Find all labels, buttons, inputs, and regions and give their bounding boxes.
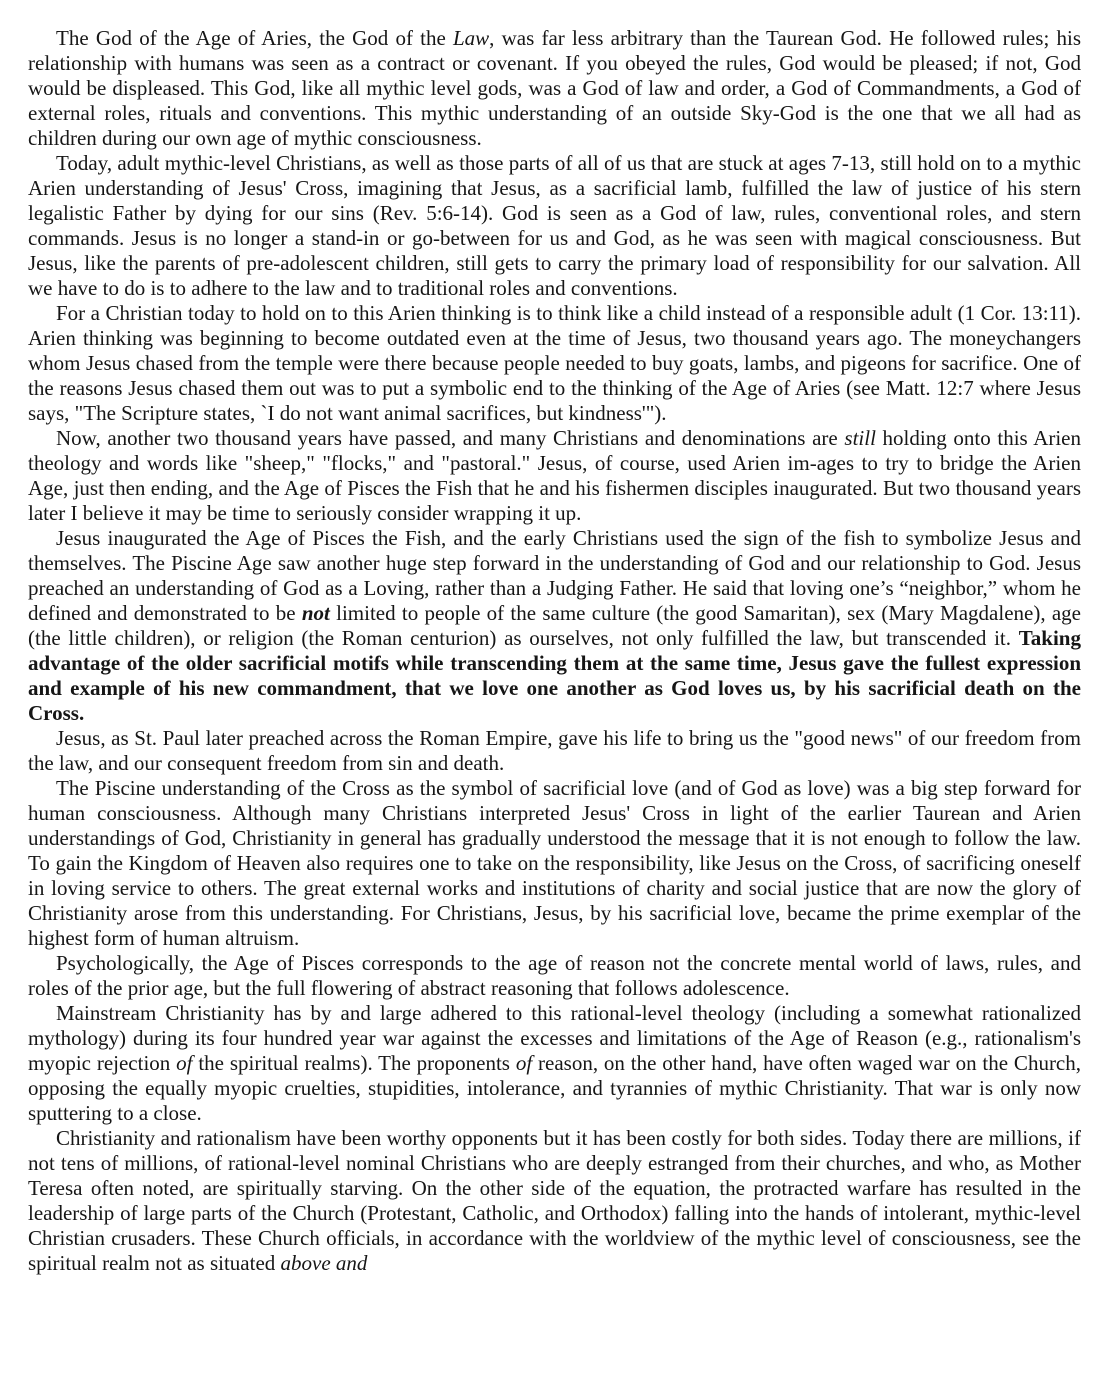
paragraph-1: [28, 26, 1081, 151]
paragraph-8: [28, 951, 1081, 1001]
text-run: the spiritual realms). The proponents: [192, 1051, 516, 1075]
document-body: [28, 26, 1081, 1276]
text-run: not: [301, 601, 330, 625]
paragraph-5: [28, 526, 1081, 726]
text-run: The God of the Age of Aries, the God of the: [56, 26, 453, 50]
text-run: For a Christian today to hold on to this Arien thinking is to think like a child instead of a responsible adult (1 Cor. 13:11). Arien thinking was beginning to become outdated even at the time of Jesus, two thousand years ago. The moneychangers whom Jesus chased from the temple were there because people needed to buy goats, lambs, and pigeons for sacrifice. One of the reasons Jesus chased them out was to put a symbolic end to the thinking of the Age of Aries (see Matt. 12:7 where Jesus says, "The Scripture states, `I do not want animal sacrifices, but kindness'").: [28, 301, 1081, 425]
text-run: above and: [280, 1251, 368, 1275]
text-run: Taking advantage of the older sacrificial motifs while transcending them at the same time, Jesus gave the fullest expression and example of his new commandment, that we love one another as God loves us, by his sacrificial death on the Cross.: [28, 626, 1081, 725]
paragraph-2: [28, 151, 1081, 301]
text-run: reason, on the other hand, have often waged war on the Church, opposing the equally myopic cruelties, stupidities, intolerance, and tyrannies of mythic Christianity. That war is only now sputtering to a close.: [28, 1051, 1082, 1125]
text-run: Psychologically, the Age of Pisces corresponds to the age of reason not the concrete mental world of laws, rules, and roles of the prior age, but the full flowering of abstract reasoning that follows adolescence.: [28, 951, 1081, 1000]
paragraph-4: [28, 426, 1081, 526]
text-run: , was far less arbitrary than the Taurean God. He followed rules; his relationship with humans was seen as a contract or covenant. If you obeyed the rules, God would be pleased; if not, God would be displeased. This God, like all mythic level gods, was a God of law and order, a God of Commandments, a God of external roles, rituals and conventions. This mythic understanding of an outside Sky-God is the one that we all had as children during our own age of mythic consciousness.: [28, 26, 1081, 150]
paragraph-3: [28, 301, 1081, 426]
paragraph-9: [28, 1001, 1081, 1126]
text-run: Jesus, as St. Paul later preached across the Roman Empire, gave his life to bring us the "good news" of our freedom from the law, and our consequent freedom from sin and death.: [28, 726, 1081, 775]
paragraph-10: [28, 1126, 1081, 1276]
text-run: Today, adult mythic-level Christians, as well as those parts of all of us that are stuck at ages 7-13, still hold on to a mythic Arien understanding of Jesus' Cross, imagining that Jesus, as a sacrificial lamb, fulfilled the law of justice of his stern legalistic Father by dying for our sins (Rev. 5:6-14). God is seen as a God of law, rules, conventional roles, and stern commands. Jesus is no longer a stand-in or go-between for us and God, as he was seen with magical consciousness. But Jesus, like the parents of pre-adolescent children, still gets to carry the primary load of responsibility for our salvation. All we have to do is to adhere to the law and to traditional roles and conventions.: [28, 151, 1081, 300]
text-run: Law: [452, 26, 490, 50]
text-run: Mainstream Christianity has by and large adhered to this rational-level theology (including a somewhat rationalized mythology) during its four hundred year war against the excesses and limitations of the Age of Reason (e.g., rationalism's myopic rejection: [28, 1001, 1081, 1075]
text-run: Christianity and rationalism have been worthy opponents but it has been costly for both sides. Today there are millions, if not tens of millions, of rational-level nominal Christians who are deeply estranged from their churches, and who, as Mother Teresa often noted, are spiritually starving. On the other side of the equation, the protracted warfare has resulted in the leadership of large parts of the Church (Protestant, Catholic, and Orthodox) falling into the hands of intolerant, mythic-level Christian crusaders. These Church officials, in accordance with the worldview of the mythic level of consciousness, see the spiritual realm not as situated: [28, 1126, 1081, 1275]
text-run: The Piscine understanding of the Cross as the symbol of sacrificial love (and of God as love) was a big step forward for human consciousness. Although many Christians interpreted Jesus' Cross in light of the earlier Taurean and Arien understandings of God, Christianity in general has gradually understood the message that it is not enough to follow the law. To gain the Kingdom of Heaven also requires one to take on the responsibility, like Jesus on the Cross, of sacrificing oneself in loving service to others. The great external works and institutions of charity and social justice that are now the glory of Christianity arose from this understanding. For Christians, Jesus, by his sacrificial love, became the prime exemplar of the highest form of human altruism.: [28, 776, 1081, 950]
text-run: of: [515, 1051, 533, 1075]
paragraph-6: [28, 726, 1081, 776]
text-run: holding onto this Arien theology and words like "sheep," "flocks," and "pastoral." Jesus, of course, used Arien im-ages to try to bridge the Arien Age, just then ending, and the Age of Pisces the Fish that he and his fishermen disciples inaugurated. But two thousand years later I believe it may be time to seriously consider wrapping it up.: [28, 426, 1082, 525]
paragraph-7: [28, 776, 1081, 951]
text-run: of: [176, 1051, 193, 1075]
text-run: Jesus inaugurated the Age of Pisces the Fish, and the early Christians used the sign of the fish to symbolize Jesus and themselves. The Piscine Age saw another huge step forward in the understanding of God and our relationship to God. Jesus preached an understanding of God as a Loving, rather than a Judging Father. He said that loving one’s “neighbor,” whom he defined and demonstrated to be: [28, 526, 1081, 625]
text-run: limited to people of the same culture (the good Samaritan), sex (Mary Magdalene), age (the little children), or religion (the Roman centurion) as ourselves, not only fulfilled the law, but transcended it.: [28, 601, 1081, 650]
text-run: still: [844, 426, 876, 450]
text-run: Now, another two thousand years have passed, and many Christians and denominations are: [56, 426, 845, 450]
